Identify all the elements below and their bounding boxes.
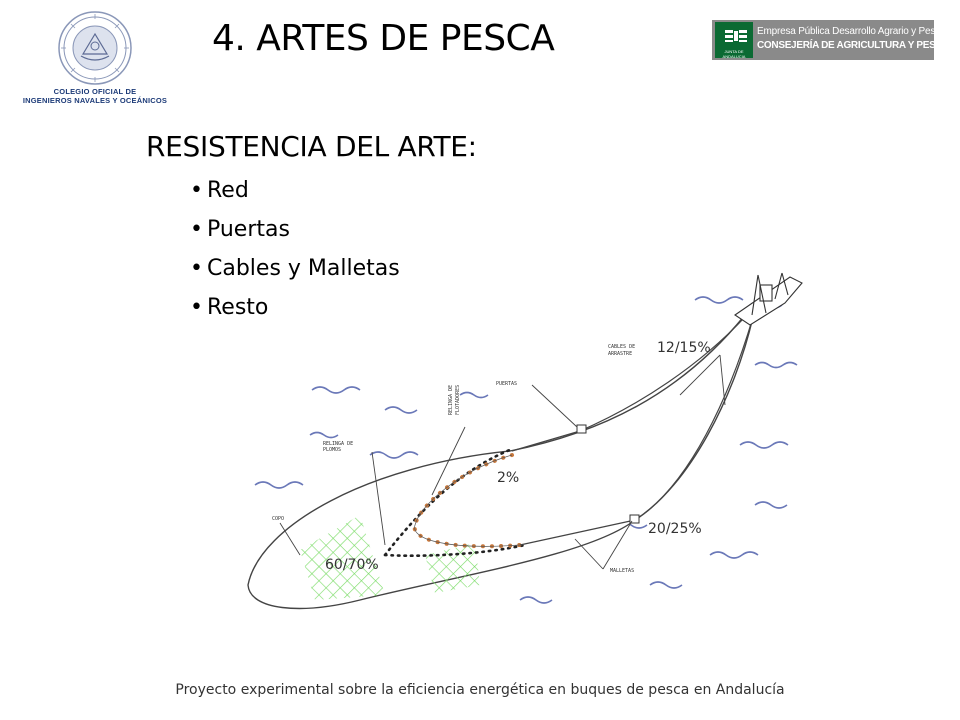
junta-logo <box>712 20 960 60</box>
cables-label-2: ARRASTRE <box>608 351 633 357</box>
trawl-net-diagram <box>220 255 820 645</box>
door-top <box>577 425 586 433</box>
bullet-puertas: • Puertas <box>190 214 400 253</box>
cables-label-1: CABLES DE <box>608 344 636 350</box>
relinga-plomos-label-1: RELINGA DE <box>323 441 354 447</box>
slide-title: 4. ARTES DE PESCA <box>212 18 555 59</box>
fishing-boat <box>735 273 802 325</box>
relinga-flotadores-label-1: RELINGA DE <box>448 384 454 415</box>
pct-malletas: 20/25% <box>648 521 702 537</box>
bullet-cables: • Cables y Malletas <box>190 253 400 292</box>
college-logo-line2: INGENIEROS NAVALES Y OCEÁNICOS <box>22 96 168 105</box>
junta-logo-line1: Empresa Pública Desarrollo Agrario y Pesquero <box>757 26 960 37</box>
pct-resto: 2% <box>497 470 520 486</box>
copo-label: COPO <box>272 516 285 522</box>
junta-logo-line2: CONSEJERÍA DE AGRICULTURA Y PESCA <box>757 40 950 51</box>
bullet-red: • Red <box>190 175 400 214</box>
bullet-resto: • Resto <box>190 292 400 331</box>
footer-text: Proyecto experimental sobre la eficiencia energética en buques de pesca en Andalucía <box>175 682 785 698</box>
relinga-flotadores-label-2: FLOTADORES <box>455 384 461 415</box>
relinga-plomos-label-2: PLOMOS <box>323 447 342 453</box>
college-logo <box>20 10 170 110</box>
college-logo-line1: COLEGIO OFICIAL DE <box>53 87 137 96</box>
pct-red: 60/70% <box>325 557 379 573</box>
malletas-label: MALLETAS <box>610 568 635 574</box>
puertas-label: PUERTAS <box>496 381 518 387</box>
junta-andalucia-icon <box>715 22 753 58</box>
section-heading: RESISTENCIA DEL ARTE: <box>146 130 477 163</box>
pct-cables: 12/15% <box>657 340 711 356</box>
junta-emblem-text: JUNTA DE ANDALUCIA <box>722 49 746 59</box>
college-seal-icon <box>57 10 133 86</box>
